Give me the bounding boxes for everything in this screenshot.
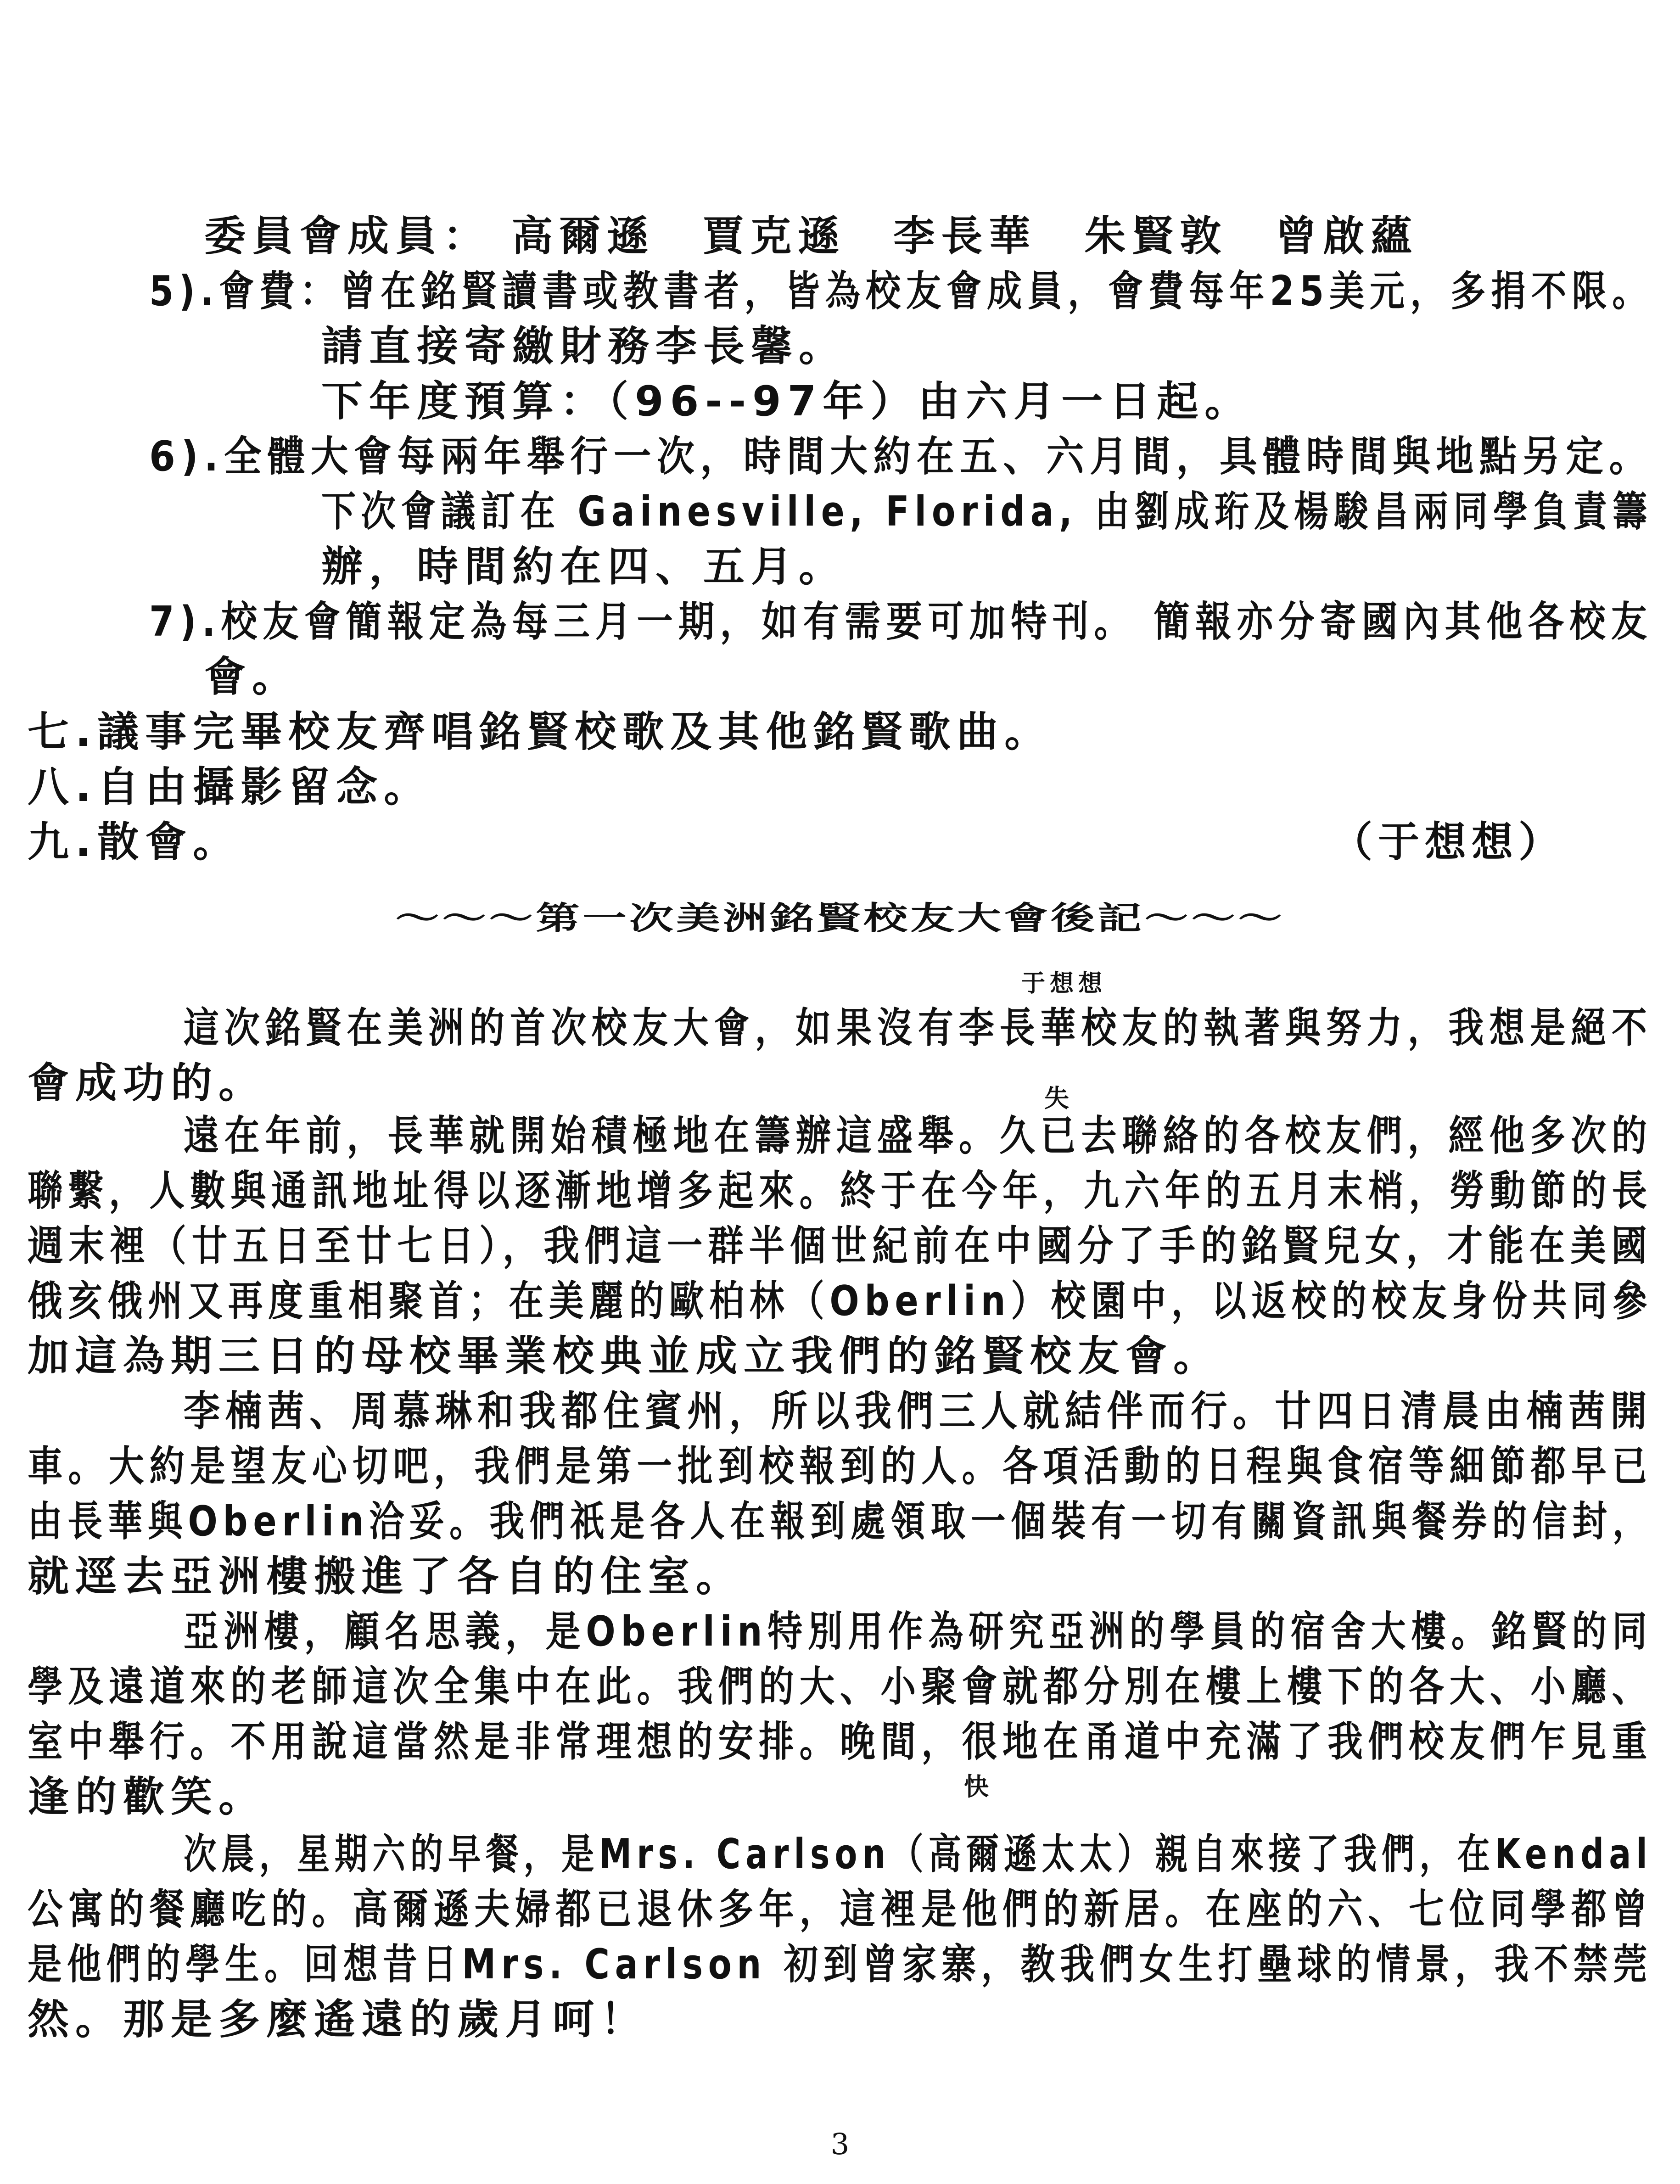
handwritten-correction: 快 xyxy=(964,1772,989,1801)
section-7: 七.議事完畢校友齊唱銘賢校歌及其他銘賢歌曲。 xyxy=(28,708,1053,756)
item-5-remit: 請直接寄繳財務李長馨。 xyxy=(321,322,846,370)
section-9: 九.散會。 xyxy=(28,818,241,866)
body-line: 這次銘賢在美洲的首次校友大會，如果沒有李長華校友的執著與努力，我想是絕不 xyxy=(184,1004,1652,1052)
body-line: 會成功的。 xyxy=(28,1059,266,1107)
page-number: 3 xyxy=(830,2128,850,2162)
body-line: 由長華與Oberlin洽妥。我們祇是各人在報到處領取一個裝有一切有關資訊與餐券的信封， xyxy=(28,1497,1653,1546)
body-line: 然。那是多麼遙遠的歲月呵！ xyxy=(28,1995,648,2044)
item-6-time: 辦，時間約在四、五月。 xyxy=(321,543,846,591)
body-line: 車。大約是望友心切吧，我們是第一批到校報到的人。各項活動的日程與食宿等細節都早已 xyxy=(28,1442,1653,1490)
item-7-continued: 會。 xyxy=(204,653,300,701)
item-6-next-meeting: 下次會議訂在 Gainesville, Florida, 由劉成珩及楊駿昌兩同學負責籌 xyxy=(321,487,1653,536)
body-line: 室中舉行。不用說這當然是非常理想的安排。晚間，很地在甬道中充滿了我們校友們乍見重 xyxy=(28,1718,1653,1766)
body-line: 遠在年前，長華就開始積極地在籌辦這盛舉。久已去聯絡的各校友們，經他多次的 xyxy=(184,1112,1652,1160)
body-line: 俄亥俄州又再度重相聚首；在美麗的歐柏林（Oberlin）校園中，以返校的校友身份共同參 xyxy=(28,1277,1653,1325)
item-6-assembly: 6).全體大會每兩年舉行一次，時間大約在五、六月間，具體時間與地點另定。 xyxy=(149,432,1652,481)
body-line: 就逕去亞洲樓搬進了各自的住室。 xyxy=(28,1552,744,1601)
handwritten-correction: 失 xyxy=(1044,1084,1069,1113)
body-line: 公寓的餐廳吃的。高爾遜夫婦都已退休多年，這裡是他們的新居。在座的六、七位同學都曾 xyxy=(28,1885,1653,1933)
author-note: （于想想） xyxy=(1331,818,1565,866)
body-line: 李楠茜、周慕琳和我都住賓州，所以我們三人就結伴而行。廿四日清晨由楠茜開 xyxy=(184,1387,1652,1435)
body-line: 是他們的學生。回想昔日Mrs. Carlson 初到曾家寨，教我們女生打壘球的情景，我不禁莞 xyxy=(28,1940,1652,1988)
body-line: 亞洲樓，顧名思義，是Oberlin特別用作為研究亞洲的學員的宿舍大樓。銘賢的同 xyxy=(184,1607,1652,1656)
article-heading: ～～～第一次美洲銘賢校友大會後記～～～ xyxy=(395,899,1285,937)
body-line: 加這為期三日的母校畢業校典並成立我們的銘賢校友會。 xyxy=(28,1332,1221,1380)
section-8: 八.自由攝影留念。 xyxy=(28,763,432,811)
body-line: 學及遠道來的老師這次全集中在此。我們的大、小聚會就都分別在樓上樓下的各大、小廳、 xyxy=(28,1663,1653,1711)
body-line: 聯繫，人數與通訊地址得以逐漸地增多起來。終于在今年，九六年的五月末梢，勞動節的長 xyxy=(28,1167,1653,1215)
body-line: 週末裡（廿五日至廿七日），我們這一群半個世紀前在中國分了手的銘賢兒女，才能在美國 xyxy=(28,1222,1653,1270)
item-5-fees: 5).會費：曾在銘賢讀書或教書者，皆為校友會成員，會費每年25美元，多捐不限。 xyxy=(149,267,1653,315)
article-byline: 于想想 xyxy=(1021,970,1107,997)
body-line: 逢的歡笑。 xyxy=(28,1773,266,1821)
item-5-budget: 下年度預算：（96--97年）由六月一日起。 xyxy=(321,377,1253,426)
body-line: 次晨，星期六的早餐，是Mrs. Carlson（高爾遜太太）親自來接了我們，在Kendal xyxy=(184,1830,1652,1878)
item-7-newsletter: 7).校友會簡報定為每三月一期，如有需要可加特刊。 簡報亦分寄國內其他各校友 xyxy=(149,598,1653,646)
committee-members-line: 委員會成員： 高爾遜 賈克遜 李長華 朱賢敦 曾啟蘊 xyxy=(204,212,1419,260)
